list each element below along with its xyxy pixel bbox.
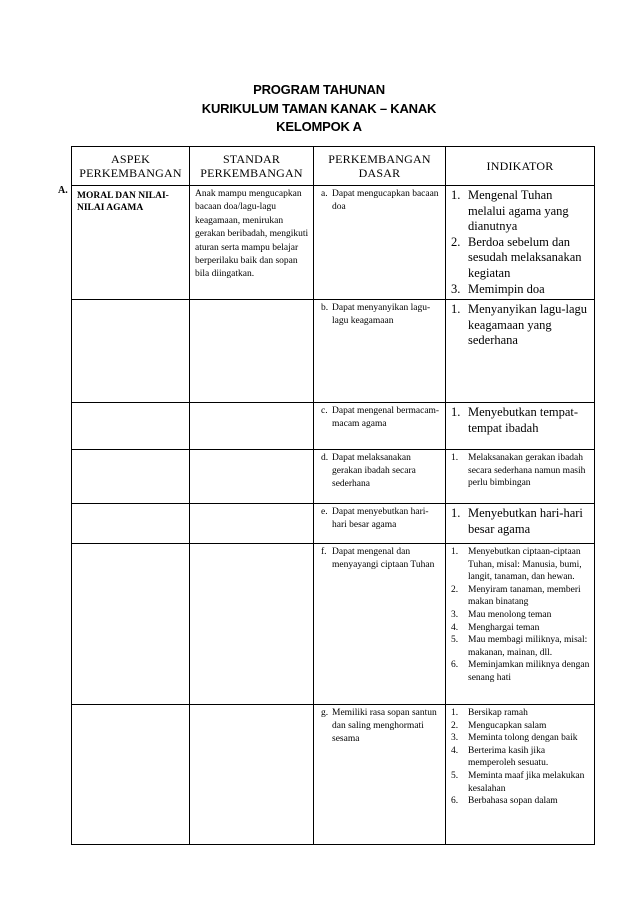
kd-cell (314, 403, 446, 450)
header-aspek: ASPEK PERKEMBANGAN (72, 147, 190, 186)
list-item: 1. Melaksanakan gerakan ibadah secara sederhana namun masih perlu bimbingan (451, 453, 586, 489)
list-item: 3. Mau menolong teman (451, 609, 552, 620)
table-row (72, 403, 595, 450)
list-item: 6. Berbahasa sopan dalam (451, 796, 558, 807)
table-row (72, 450, 595, 504)
indicator-cell (446, 300, 595, 403)
list-item: 3. Memimpin doa (451, 281, 545, 296)
standard-text: Anak mampu mengucapkan bacaan doa/lagu-lagu keagamaan, menirukan gerakan beribadah, mengikuti aturan serta mampu belajar berperilaku baik dan sopan bila diingatkan. (195, 189, 309, 280)
aspect-cell (72, 186, 190, 300)
list-item: 2. Berdoa sebelum dan sesudah melaksanakan kegiatan (451, 234, 582, 280)
table-row (72, 300, 595, 403)
section-prefix: A. (58, 185, 68, 196)
list-item: 5. Mau membagi miliknya, misal: makanan, mainan, dll. (451, 635, 588, 658)
header-perkembangan-dasar: PERKEMBANGAN DASAR (314, 147, 446, 186)
kd-letter: e. (321, 507, 328, 517)
list-item: 2. Mengucapkan salam (451, 720, 547, 731)
kd-cell (314, 186, 446, 300)
table-header-row (72, 147, 595, 186)
list-item: 1. Menyebutkan tempat-tempat ibadah (451, 405, 579, 435)
kd-text: Memiliki rasa sopan santun dan saling menghormati sesama (332, 708, 437, 744)
header-indikator: INDIKATOR (446, 147, 595, 186)
kd-letter: a. (321, 189, 328, 199)
list-item: 3. Meminta tolong dengan baik (451, 733, 578, 744)
table-row (72, 544, 595, 705)
kd-letter: c. (321, 406, 328, 416)
page-group: KELOMPOK A (276, 119, 362, 134)
kd-cell (314, 544, 446, 705)
list-item: 4. Berterima kasih jika memperoleh sesuatu. (451, 745, 549, 769)
list-item: 1. Menyebutkan ciptaan-ciptaan Tuhan, misal: Manusia, bumi, langit, tanaman, dan hewan. (451, 547, 582, 583)
kd-text: Dapat menyanyikan lagu-lagu keagamaan (332, 303, 431, 326)
header-standar: STANDAR PERKEMBANGAN (190, 147, 314, 186)
table-row (72, 504, 595, 544)
page-title: PROGRAM TAHUNAN (253, 82, 385, 97)
indicator-cell (446, 504, 595, 544)
kd-cell (314, 450, 446, 504)
kd-letter: d. (321, 453, 329, 463)
kd-text: Dapat melaksanakan gerakan ibadah secara sederhana (332, 453, 416, 489)
list-item: 6. Meminjamkan miliknya dengan senang hati (451, 660, 590, 683)
kd-cell (314, 705, 446, 845)
table-row (72, 705, 595, 845)
kd-text: Dapat menyebutkan hari-hari besar agama (332, 507, 429, 530)
aspect-text: MORAL DAN NILAI-NILAI AGAMA (77, 191, 169, 213)
list-item: 4. Menghargai teman (451, 622, 540, 633)
indicator-cell (446, 544, 595, 705)
page-subtitle: KURIKULUM TAMAN KANAK – KANAK (201, 101, 437, 116)
indicator-cell (446, 450, 595, 504)
list-item: 2. Menyiram tanaman, memberi makan binatang (451, 584, 581, 608)
list-item: 1. Mengenal Tuhan melalui agama yang dianutnya (451, 188, 569, 234)
indicator-cell (446, 705, 595, 845)
list-item: 1. Menyanyikan lagu-lagu keagamaan yang sederhana (451, 302, 588, 348)
kd-letter: g. (321, 708, 329, 718)
kd-cell (314, 300, 446, 403)
kd-text: Dapat mengenal bermacam-macam agama (332, 406, 440, 429)
kd-text: Dapat mengucapkan bacaan doa (332, 189, 439, 212)
list-item: 5. Meminta maaf jika melakukan kesalahan (451, 770, 585, 794)
kd-letter: f. (321, 547, 327, 557)
list-item: 1. Menyebutkan hari-hari besar agama (451, 506, 583, 536)
kd-letter: b. (321, 303, 329, 313)
program-table (71, 146, 595, 845)
kd-text: Dapat mengenal dan menyayangi ciptaan Tuhan (332, 547, 435, 570)
kd-cell (314, 504, 446, 544)
indicator-cell (446, 186, 595, 300)
table-row (72, 186, 595, 300)
list-item: 1. Bersikap ramah (451, 708, 528, 718)
indicator-cell (446, 403, 595, 450)
standard-cell (190, 186, 314, 300)
